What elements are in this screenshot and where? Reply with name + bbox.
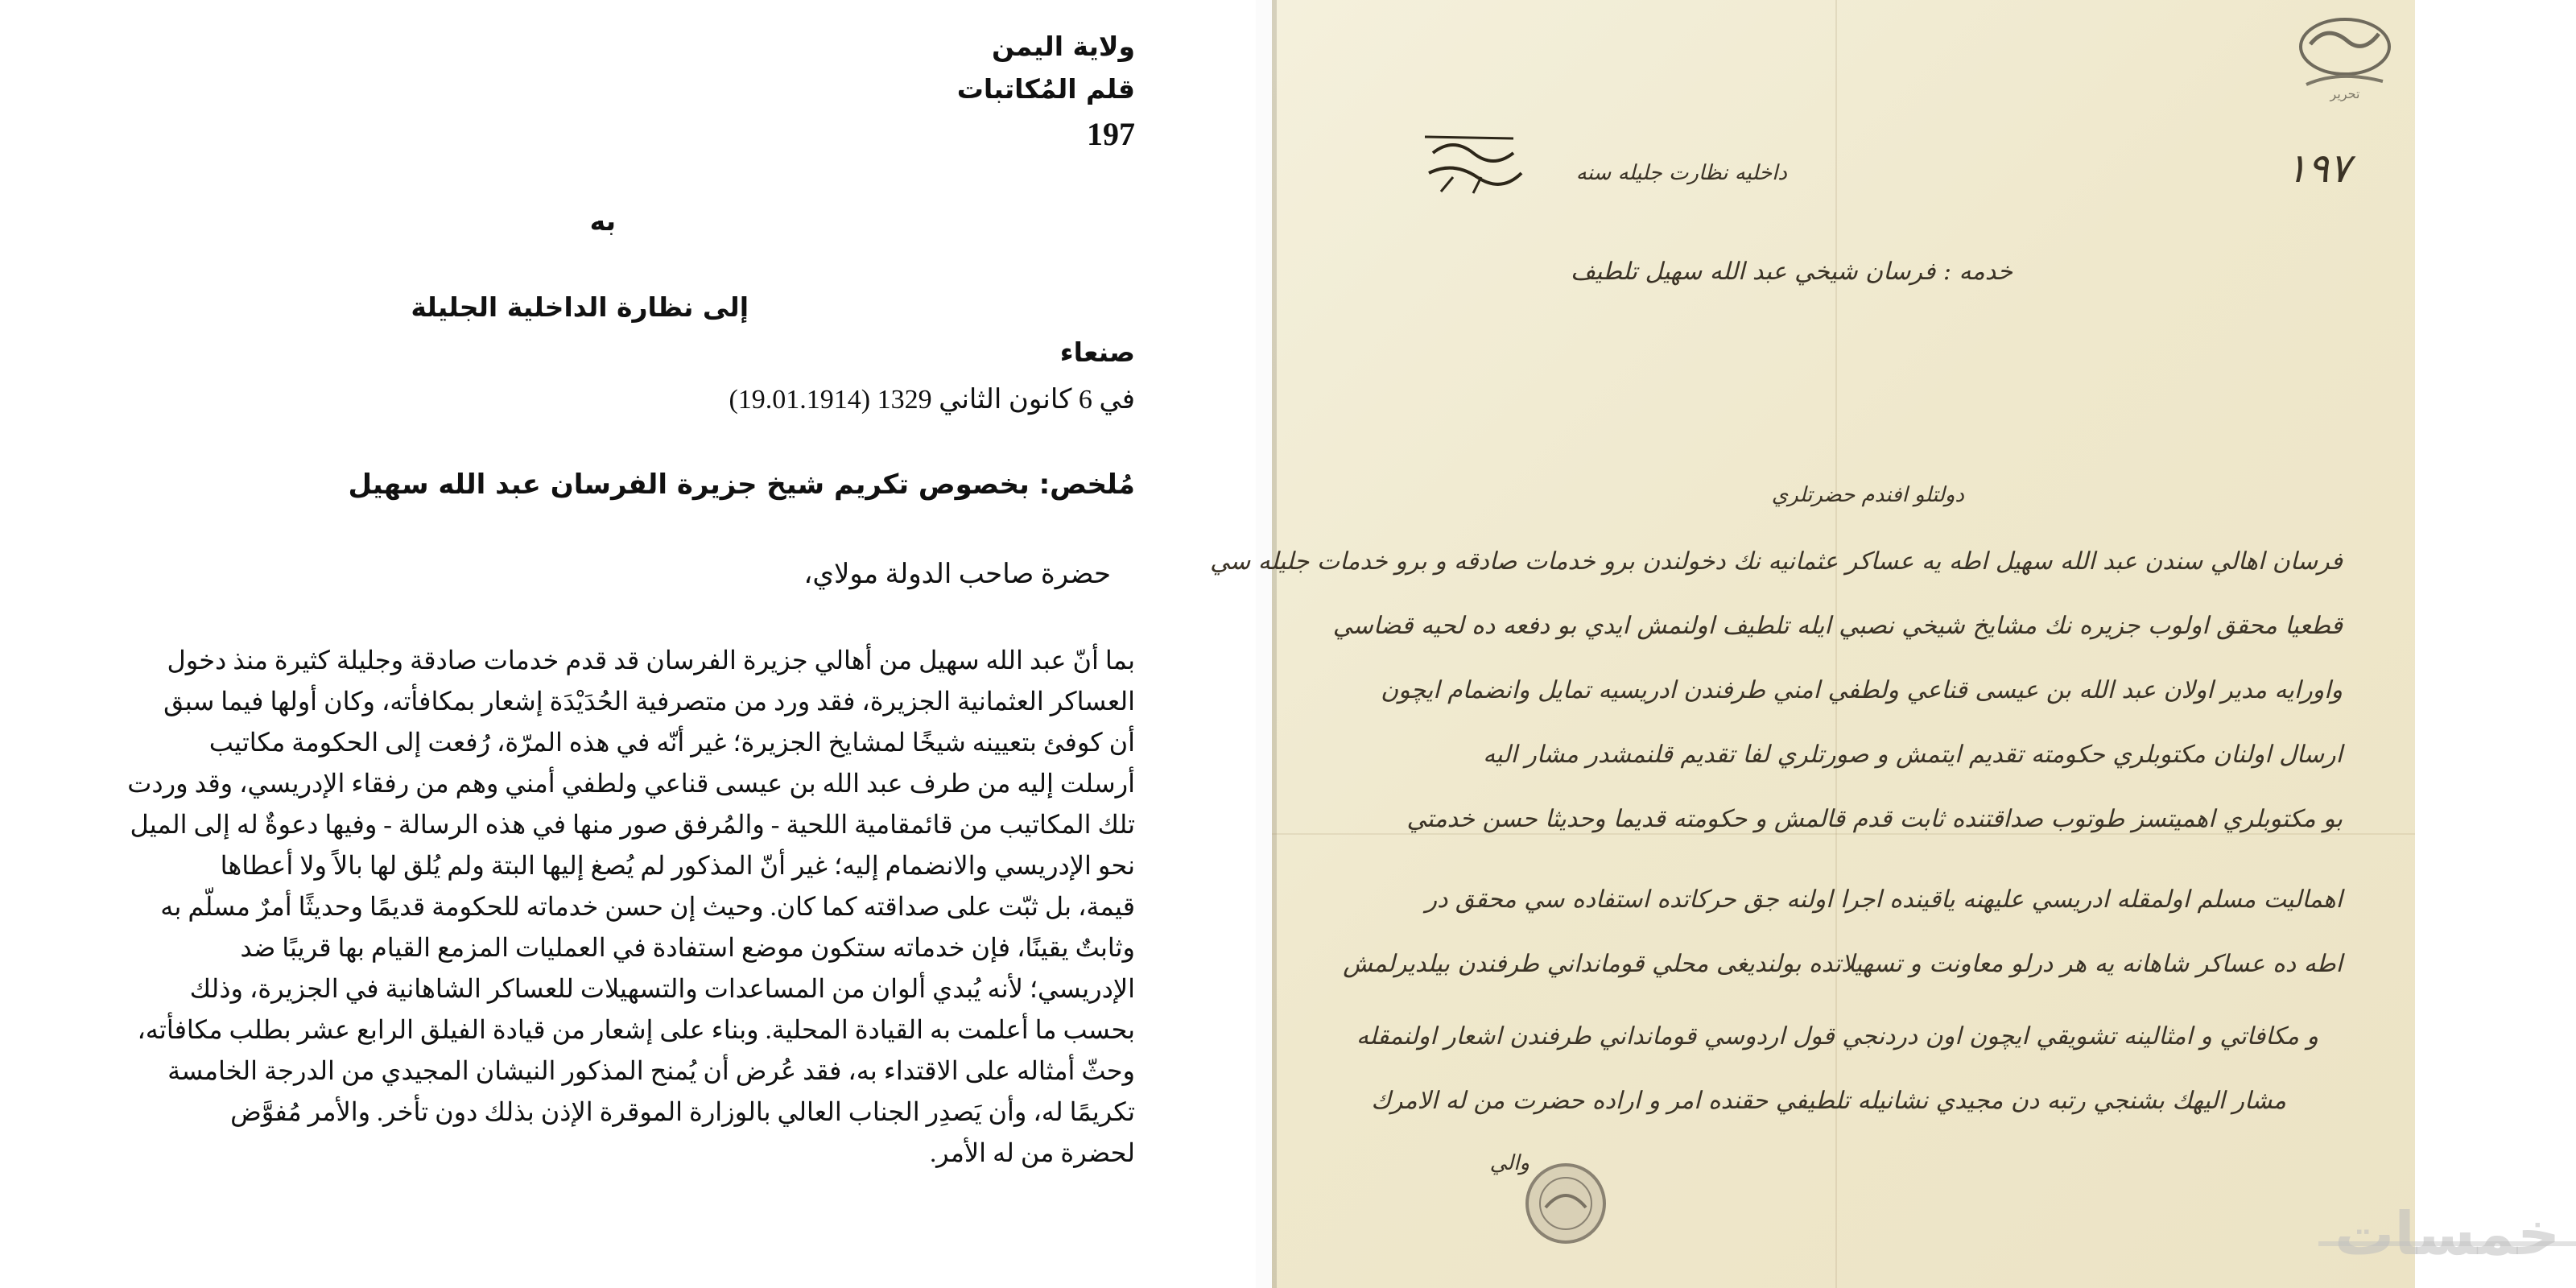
body-line: تكريمًا له، وأن يَصدِر الجناب العالي بالوزارة الموقرة الإذن بذلك دون تأخر. والأمر مُفوَّض <box>230 1097 1135 1126</box>
translation-panel <box>0 0 1256 1288</box>
body-line: الإدريسي؛ لأنه يُبدي ألوان من المساعدات والتسهيلات للعساكر الشاهانية في الجزيرة، وذلك <box>189 974 1135 1003</box>
body-line: وحثّ أمثاله على الاقتداء به، فقد عُرض أن يُمنح المذكور النيشان المجيدي من الدرجة الخامسة <box>167 1056 1135 1085</box>
scan-date-notation <box>1417 129 1530 201</box>
scan-line: واورايه مدير اولان عبد الله بن عيسى قناعي ولطفي امني طرفندن ادريسيه تمايل وانضمام ايچون <box>1381 676 2343 704</box>
scan-line: و مكافاتي و امثالينه تشويقي ايچون اون دردنجي قول اردوسي قومانداني طرفندن اشعار اولنمقله <box>1356 1022 2318 1051</box>
recipient: إلى نظارة الداخلية الجليلة <box>411 291 749 323</box>
scan-signature: والي <box>1489 1151 1530 1175</box>
scan-line: ارسال اولنان مكتوبلري حكومته تقديم ايتمش و صورتلري لفا تقديم قلنمشدر مشار اليه <box>1483 741 2343 769</box>
corner-seal-text: تحرير <box>2330 86 2360 101</box>
scan-intro: دولتلو افندم حضرتلري <box>1771 483 1964 507</box>
scan-line: اهماليت مسلم اولمقله ادريسي عليهنه ياقينده اجرا اولنه جق حركاتده استفاده سي محقق در <box>1425 886 2343 914</box>
body-line: بحسب ما أعلمت به القيادة المحلية. وبناء على إشعار من قيادة الفيلق الرابع عشر بطلب مكافأته، <box>137 1015 1135 1044</box>
letter-date: في 6 كانون الثاني 1329 (19.01.1914) <box>729 385 1135 415</box>
scanned-ottoman-letter <box>1210 0 2561 1288</box>
scan-document-number: ١٩٧ <box>2285 145 2351 192</box>
body-line: بما أنّ عبد الله سهيل من أهالي جزيرة الفرسان قد قدم خدمات صادقة وجليلة كثيرة منذ دخول <box>167 646 1135 675</box>
governor-seal-icon <box>1521 1159 1610 1248</box>
paper-fold-horizontal <box>1272 833 2415 835</box>
salutation: حضرة صاحب الدولة مولاي، <box>803 559 1111 589</box>
body-line: وثابتٌ يقينًا، فإن خدماته ستكون موضع استفادة في العمليات المزمع القيام بها قريبًا ضد <box>240 933 1135 962</box>
header-province: ولاية اليمن <box>992 31 1135 62</box>
scan-line: بو مكتوبلري اهميتسز طوتوب صداقتنده ثابت قدم قالمش و حكومته قديما وحديثا حسن خدمتي <box>1406 805 2343 833</box>
document-number: 197 <box>1087 116 1135 152</box>
watermark-underline <box>2318 1241 2576 1246</box>
summary: مُلخص: بخصوص تكريم شيخ جزيرة الفرسان عبد الله سهيل <box>348 469 1135 501</box>
body-line: تلك المكاتيب من قائمقامية اللحية - والمُرفق صور منها في هذه الرسالة - وفيها دعوةٌ له إلى الميل <box>130 810 1135 839</box>
scan-edge-shadow <box>1272 0 1277 1288</box>
letter-body <box>0 640 1135 1174</box>
body-line: نحو الإدريسي والانضمام إليه؛ غير أنّ المذكور لم يُصغ إليها البتة ولم يُلق لها بالاً ولا أعطاها <box>220 851 1135 880</box>
body-line: أرسلت إليه من طرف عبد الله بن عيسى قناعي ولطفي أمني وهم من رفقاء الإدريسي، وقد وردت <box>127 769 1135 798</box>
scan-recipient-line: خدمه : فرسان شيخي عبد الله سهيل تلطيف <box>1571 258 2013 286</box>
body-line: أن كوفئ بتعيينه شيخًا لمشايخ الجزيرة؛ غير أنّه في هذه المرّة، رُفعت إلى الحكومة مكاتيب <box>208 728 1135 757</box>
scan-line: فرسان اهالي سندن عبد الله سهيل اطه يه عساكر عثمانيه نك دخولندن برو خدمات صادقه و برو خدمات جليله سي <box>1210 547 2343 576</box>
body-line: لحضرة من له الأمر. <box>930 1138 1135 1167</box>
scan-line: اطه ده عساكر شاهانه يه هر درلو معاونت و تسهيلاتده بولندیغی محلي قومانداني طرفندن بيلديرلمش <box>1343 950 2343 978</box>
city: صنعاء <box>1059 336 1135 368</box>
body-line: العساكر العثمانية الجزيرة، فقد ورد من متصرفية الحُدَيْدَة إشعار بمكافأته، وكان أولها فيما سبق <box>163 687 1135 716</box>
corner-seal-icon <box>2290 8 2399 105</box>
watermark-logo: خمسات <box>2334 1199 2561 1269</box>
opening-word: به <box>589 205 616 237</box>
scan-line: قطعيا محقق اولوب جزيره نك مشايخ شيخي نصبي ايله تلطيف اولنمش ايدي بو دفعه ده لحيه قضاسي <box>1332 612 2343 640</box>
scan-head-note: داخليه نظارت جليله سنه <box>1575 161 1787 185</box>
scan-line: مشار اليهك بشنجي رتبه دن مجيدي نشانيله تلطيفي حقنده امر و اراده حضرت من له الامرك <box>1371 1087 2286 1115</box>
body-line: قيمة، بل ثبّت على صداقته كما كان. وحيث إن حسن خدماته للحكومة قديمًا وحديثًا أمرٌ مسلّم به <box>160 892 1135 921</box>
panel-divider <box>1256 0 1272 1288</box>
header-department: قلم المُكاتبات <box>956 73 1135 105</box>
